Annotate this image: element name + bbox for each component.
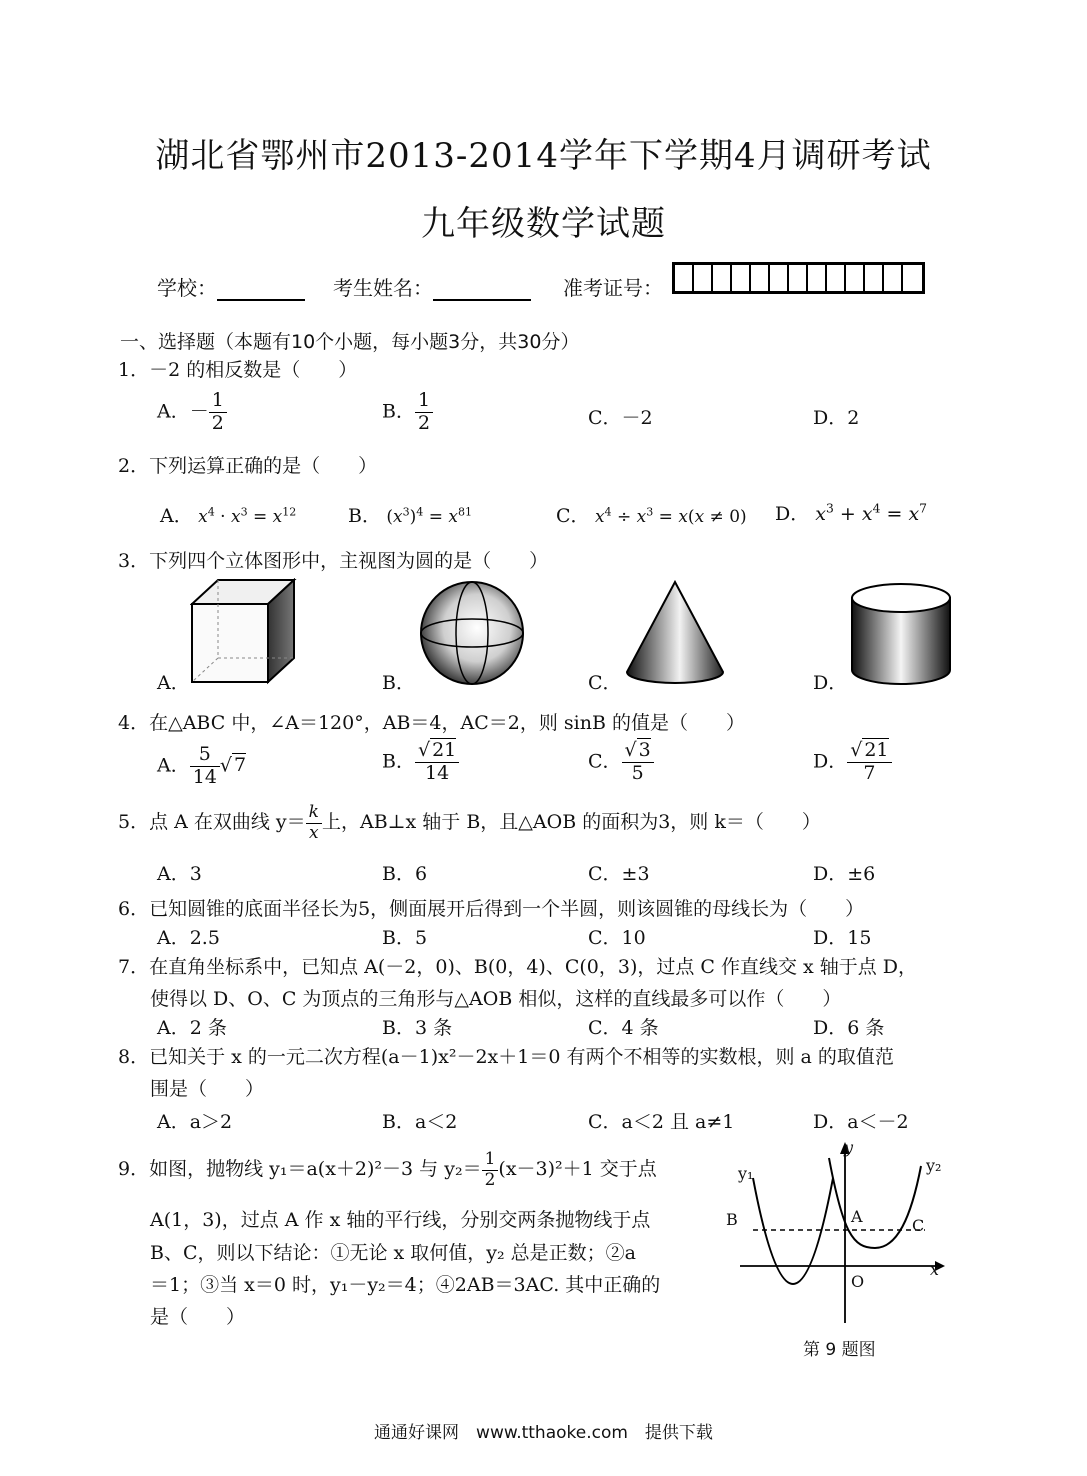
exam-id-boxes [672,262,925,294]
q2-option-d: D． $x^3 + x^4 = x^7$ [775,501,928,525]
q1-option-c: C．－2 [588,407,653,429]
q8-option-a: A．a＞2 [157,1111,233,1133]
q9-line2: A(1，3)，过点 A 作 x 轴的平行线，分别交两条抛物线于点 [150,1209,651,1231]
q5-option-a: A．3 [157,863,202,885]
q8-line2: 围是（ ） [150,1078,265,1100]
exam-subtitle: 九年级数学试题 [421,204,666,244]
label-y2: y₂ [926,1156,942,1175]
q8-option-d: D．a＜－2 [813,1111,909,1133]
q8-line1: 8．已知关于 x 的一元二次方程(a－1)x²－2x＋1＝0 有两个不相等的实数根，则 a 的取值范 [118,1046,894,1068]
q9-line5: 是（ ） [150,1306,246,1328]
q4-option-c: C． $\frac{√ 3}{5}$ [588,740,654,785]
label-y1: y₁ [738,1164,754,1183]
q3-option-d: D． [813,672,848,694]
q5-option-d: D．±6 [813,863,876,885]
label-point-b: B [726,1210,738,1229]
q3-option-b: B． [382,672,415,694]
cube-figure [190,578,300,690]
q7-line2: 使得以 D、O、C 为顶点的三角形与△AOB 相似，这样的直线最多可以作（ ） [150,988,842,1010]
label-y-axis: y [844,1138,854,1157]
cone-figure [624,580,726,686]
school-field [157,272,305,301]
q5-option-b: B．6 [382,863,428,885]
q7-option-d: D．6 条 [813,1017,885,1039]
q8-option-b: B．a＜2 [382,1111,458,1133]
q5-stem: 5．点 A 在双曲线 y＝ $\frac{k}{x}$ 上，AB⊥x 轴于 B，且△AOB 的面积为3，则 k＝（ ） [118,802,821,843]
q1-stem: 1．－2 的相反数是（ ） [118,359,358,381]
label-origin: O [851,1272,865,1291]
q2-option-b: B． $(x^3)^4 = x^{81}$ [348,505,473,527]
q7-line1: 7．在直角坐标系中，已知点 A(－2，0)、B(0，4)、C(0，3)，过点 C 作直线交 x 轴于点 D， [118,956,918,978]
q5-option-c: C．±3 [588,863,650,885]
q3-stem: 3．下列四个立体图形中，主视图为圆的是（ ） [118,550,549,572]
q3-option-c: C． [588,672,622,694]
q4-option-a: A． $\frac{5}{14}$ √ 7 [157,743,247,788]
q6-option-c: C．10 [588,927,646,949]
cylinder-figure [848,580,954,688]
q3-option-a: A． [157,672,190,694]
q6-option-a: A．2.5 [157,927,220,949]
q1-option-d: D．2 [813,407,860,429]
q9-line3: B、C，则以下结论：①无论 x 取何值，y₂ 总是正数；②a [150,1242,637,1264]
q8-option-c: C．a＜2 且 a≠1 [588,1111,735,1133]
page-footer: 通通好课网 www.tthaoke.com 提供下载 [374,1423,713,1443]
q2-option-c: C． $x^4 \div x^3 = x(x \ne 0)$ [556,505,747,527]
q7-option-b: B．3 条 [382,1017,453,1039]
school-label: 学校： [157,276,217,300]
section-heading: 一、选择题（本题有10个小题，每小题3分，共30分） [120,331,580,353]
school-blank [217,277,305,301]
name-label: 考生姓名： [333,276,433,300]
q4-option-b: B． $\frac{√ 21}{14}$ [382,740,459,785]
q7-option-a: A．2 条 [157,1017,227,1039]
q7-option-c: C．4 条 [588,1017,659,1039]
q9-line4: ＝1；③当 x＝0 时，y₁－y₂＝4；④2AB＝3AC. 其中正确的 [150,1274,661,1296]
name-blank [433,277,531,301]
q1-option-a: A．－ $\frac{1}{2}$ [157,390,227,435]
label-point-c: C [912,1216,925,1235]
q2-stem: 2．下列运算正确的是（ ） [118,455,378,477]
q4-option-d: D． $\frac{√ 21}{7}$ [813,740,892,785]
q6-option-d: D．15 [813,927,872,949]
q9-line1: 9．如图，抛物线 y₁＝a(x＋2)²－3 与 y₂＝ $\frac{1}{2}$ (x－3)²＋1 交于点 [118,1149,657,1190]
exam-title: 湖北省鄂州市2013-2014学年下学期4月调研考试 [155,136,932,176]
label-x-axis: x [930,1260,940,1279]
label-point-a: A [851,1207,863,1226]
sphere-figure [418,578,526,688]
name-field [333,272,531,301]
q6-option-b: B．5 [382,927,428,949]
q6-stem: 6．已知圆锥的底面半径长为5，侧面展开后得到一个半圆，则该圆锥的母线长为（ ） [118,898,865,920]
id-label: 准考证号： [563,276,663,300]
figure-caption: 第 9 题图 [803,1340,876,1360]
q4-stem: 4．在△ABC 中，∠A＝120°，AB＝4，AC＝2，则 sinB 的值是（ ） [118,712,745,734]
q2-option-a: A． $x^4 \cdot x^3 = x^{12}$ [160,505,297,527]
q1-option-b: B． $\frac{1}{2}$ [382,390,433,435]
